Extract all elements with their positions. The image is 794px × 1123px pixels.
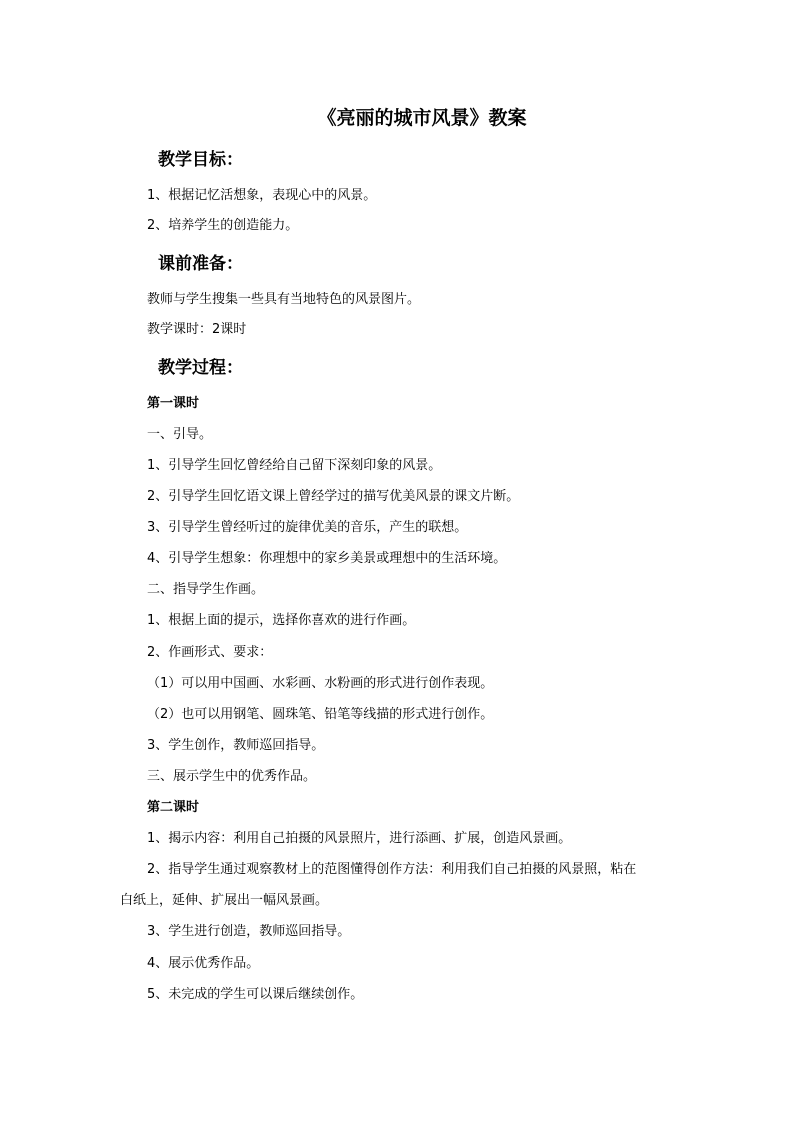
document-title: 《亮丽的城市风景》教案 [317,107,527,129]
objective-item: 1、根据记忆活想象，表现心中的风景。 [147,188,377,203]
lesson1-line: 三、展示学生中的优秀作品。 [147,769,317,784]
lesson2-line: 5、未完成的学生可以课后继续创作。 [147,987,364,1002]
lesson2-line: 白纸上，延伸、扩展出一幅风景画。 [120,893,329,908]
process-heading: 教学过程： [158,358,243,378]
lesson1-line: 3、学生创作，教师巡回指导。 [147,738,325,753]
lesson1-label: 第一课时 [147,396,200,411]
lesson1-line: （2）也可以用钢笔、圆珠笔、铅笔等线描的形式进行创作。 [147,707,494,722]
lesson1-line: 一、引导。 [147,427,213,442]
lesson1-line: 1、引导学生回忆曾经给自己留下深刻印象的风景。 [147,458,442,473]
lesson1-line: 二、指导学生作画。 [147,582,265,597]
lesson2-line: 3、学生进行创造，教师巡回指导。 [147,924,351,939]
lesson2-line: 1、揭示内容：利用自己拍摄的风景照片，进行添画、扩展，创造风景画。 [147,831,572,846]
lesson1-line: 2、引导学生回忆语文课上曾经学过的描写优美风景的课文片断。 [147,489,520,504]
lesson2-line: 4、展示优秀作品。 [147,956,260,971]
lesson2-line: 2、指导学生通过观察教材上的范图懂得创作方法：利用我们自己拍摄的风景照，粘在 [147,862,637,877]
lesson1-line: 1、根据上面的提示，选择你喜欢的进行作画。 [147,613,416,628]
lesson1-line: 2、作画形式、要求： [147,645,273,660]
preparation-line: 教师与学生搜集一些具有当地特色的风景图片。 [147,292,421,307]
lesson1-line: （1）可以用中国画、水彩画、水粉画的形式进行创作表现。 [147,676,494,691]
objectives-heading: 教学目标： [158,150,243,170]
lesson1-line: 3、引导学生曾经听过的旋律优美的音乐，产生的联想。 [147,520,468,535]
lesson2-label: 第二课时 [147,800,200,815]
lesson1-line: 4、引导学生想象：你理想中的家乡美景或理想中的生活环境。 [147,551,507,566]
preparation-heading: 课前准备： [158,254,243,274]
objective-item: 2、培养学生的创造能力。 [147,218,299,233]
lesson-hours: 教学课时：2课时 [147,322,247,337]
